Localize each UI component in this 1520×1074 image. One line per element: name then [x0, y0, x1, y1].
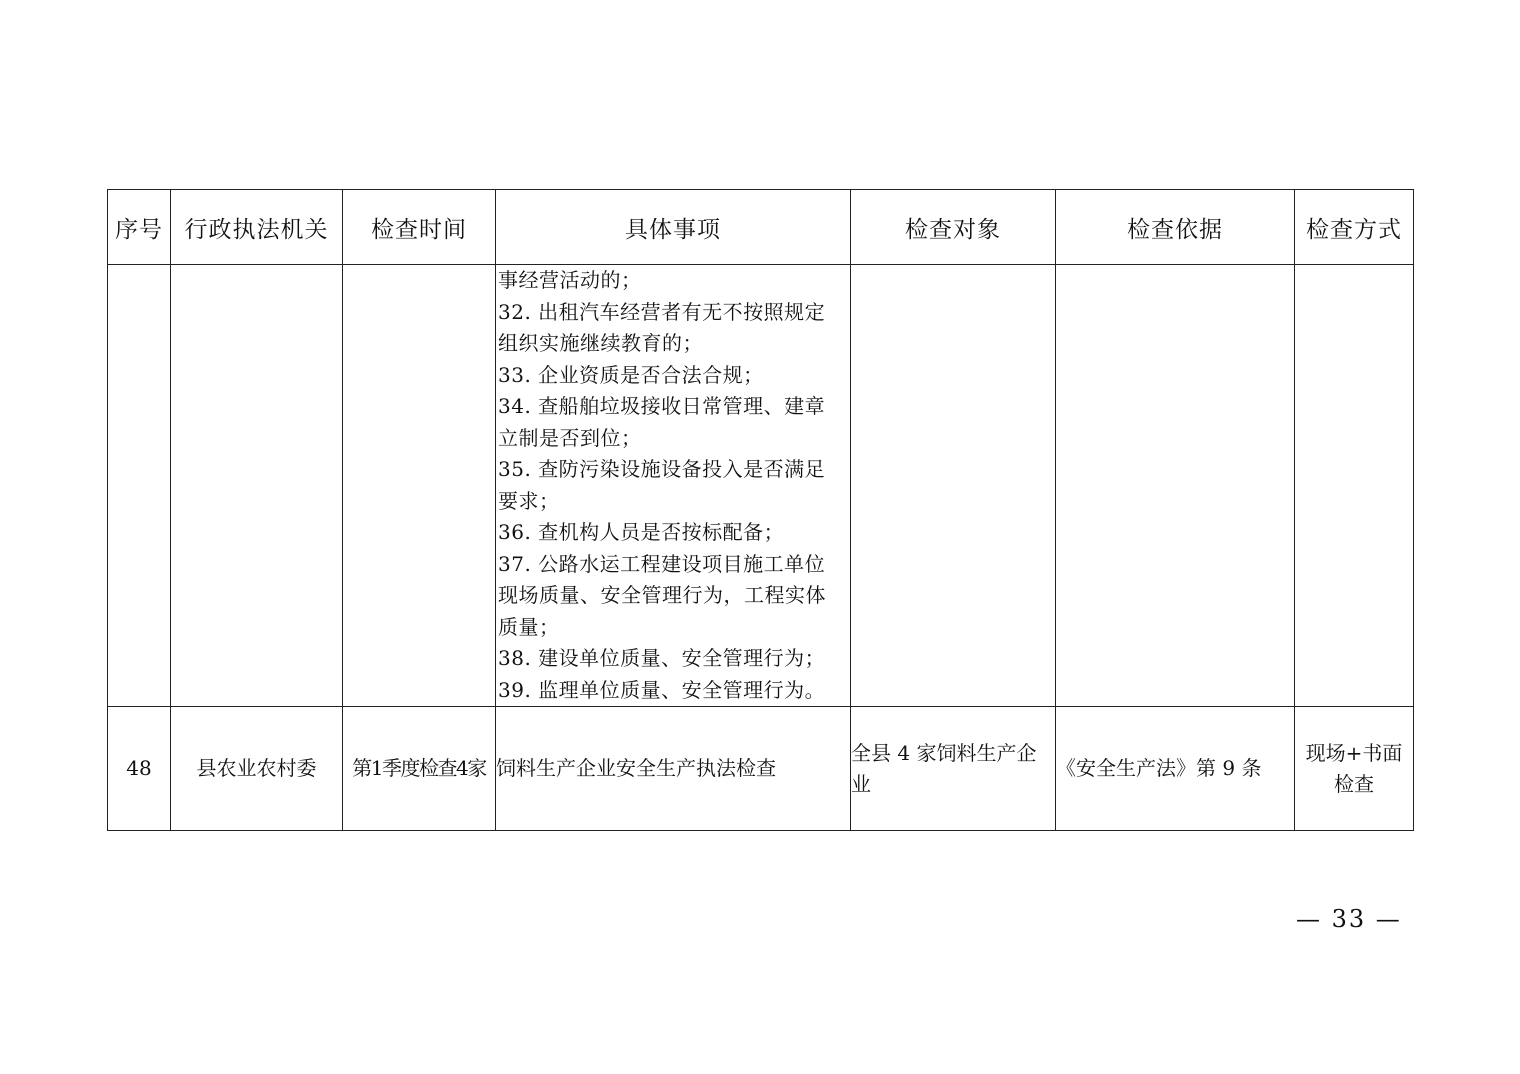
cell-items-list	[496, 265, 851, 707]
item-line: 39. 监理单位质量、安全管理行为。	[498, 677, 826, 702]
cell-seq: 48	[108, 707, 171, 831]
cell-item: 饲料生产企业安全生产执法检查	[496, 707, 851, 831]
target-line: 全县 4 家饲料生产企	[851, 740, 1037, 765]
inspection-table	[107, 189, 1414, 831]
method-line: 检查	[1334, 771, 1374, 796]
item-line: 37. 公路水运工程建设项目施工单位	[498, 551, 826, 576]
cell-time-empty	[343, 265, 496, 707]
table-header-row	[108, 190, 1414, 265]
cell-target	[851, 707, 1056, 831]
item-line: 质量；	[498, 614, 560, 639]
item-line: 38. 建设单位质量、安全管理行为；	[498, 646, 826, 670]
cell-seq-empty	[108, 265, 171, 707]
page-number: — 33 —	[1296, 905, 1402, 933]
header-method: 检查方式	[1295, 190, 1414, 265]
header-basis: 检查依据	[1056, 190, 1295, 265]
cell-basis-empty	[1056, 265, 1295, 707]
cell-basis: 《安全生产法》第 9 条	[1056, 707, 1295, 831]
cell-method-empty	[1295, 265, 1414, 707]
item-line: 36. 查机构人员是否按标配备；	[498, 520, 785, 544]
cell-target-empty	[851, 265, 1056, 707]
item-line: 立制是否到位；	[498, 425, 642, 450]
method-line: 现场+书面	[1305, 740, 1403, 765]
cell-agency-empty	[171, 265, 343, 707]
header-agency: 行政执法机关	[171, 190, 343, 265]
header-time: 检查时间	[343, 190, 496, 265]
item-line: 要求；	[498, 488, 560, 513]
cell-method	[1295, 707, 1414, 831]
item-line: 35. 查防污染设施设备投入是否满足	[498, 457, 826, 481]
item-line: 现场质量、安全管理行为，工程实体	[498, 583, 826, 607]
item-line: 33. 企业资质是否合法合规；	[498, 362, 764, 387]
target-line: 业	[851, 771, 871, 796]
table-row-continuation	[108, 265, 1414, 707]
header-target: 检查对象	[851, 190, 1056, 265]
item-line: 32. 出租汽车经营者有无不按照规定	[498, 299, 826, 324]
item-line: 事经营活动的；	[498, 268, 642, 292]
header-seq: 序号	[108, 190, 171, 265]
item-line: 组织实施继续教育的；	[498, 331, 703, 355]
cell-agency: 县农业农村委	[171, 707, 343, 831]
header-items: 具体事项	[496, 190, 851, 265]
table-row-48	[108, 707, 1414, 831]
cell-time: 第1季度检查4家	[343, 707, 496, 831]
item-line: 34. 查船舶垃圾接收日常管理、建章	[498, 394, 826, 418]
